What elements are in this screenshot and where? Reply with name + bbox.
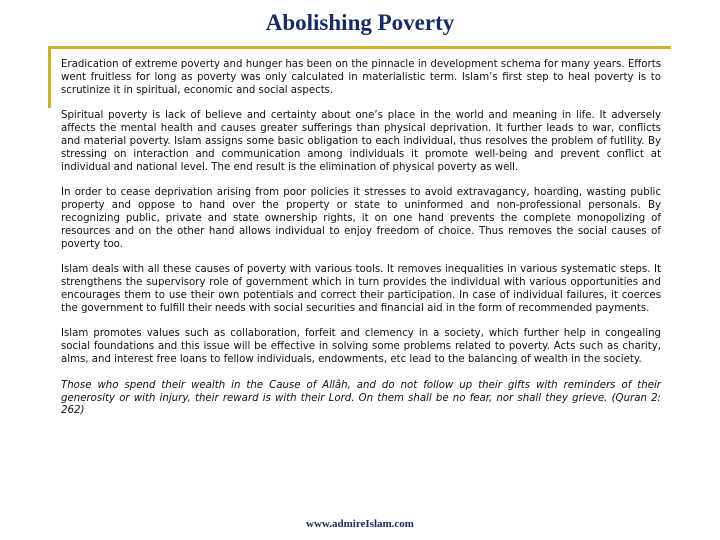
slide-title: Abolishing Poverty <box>265 10 455 35</box>
paragraph-tools: Islam deals with all these causes of poverty with various tools. It removes inequalities in various systematic steps. It strengthens the supervisory role of government which in turn provides the individual with various opportunities and encourages them to use their own potentials and correct their participation. In case of individual failures, it coerces the government to fulfill their needs with social securities and financial aid in the form of recommended payments. <box>61 264 661 314</box>
left-accent-rule <box>48 46 51 108</box>
title-underline-rule <box>48 46 671 49</box>
footer-website: www.admireIslam.com <box>306 518 414 530</box>
quran-quote: Those who spend their wealth in the Cause of Allâh, and do not follow up their gifts with reminders of their generosity or with injury, their reward is with their Lord. On them shall be no fear, nor shall they grieve. (Quran 2: 262) <box>61 379 661 417</box>
paragraph-policy: In order to cease deprivation arising from poor policies it stresses to avoid extravagancy, hoarding, wasting public property and oppose to hand over the property or state to uninformed and non-professional personals. By recognizing public, private and state ownership rights, it on one hand prevents the complete monopolizing of resources and on the other hand allows individual to enjoy freedom of choice. Thus removes the social causes of poverty too. <box>61 187 661 250</box>
paragraph-intro: Eradication of extreme poverty and hunger has been on the pinnacle in development schema for many years. Efforts went fruitless for long as poverty was only calculated in materialistic term. Islam’s first step to heal poverty is to scrutinize it in spiritual, economic and social aspects. <box>61 59 661 96</box>
paragraph-spiritual-poverty: Spiritual poverty is lack of believe and certainty about one’s place in the world and meaning in life. It adversely affects the mental health and causes greater sufferings than physical deprivation. It further leads to war, conflicts and material poverty. Islam assigns some basic obligation to each individual, thus resolves the problem of futility. By stressing on interaction and communication among individuals it promote well-being and prevent conflict at individual and national level. The end result is the elimination of physical poverty as well. <box>61 110 661 173</box>
slide-body <box>61 59 661 431</box>
paragraph-values: Islam promotes values such as collaboration, forfeit and clemency in a society, which further help in congealing social foundations and this issue will be effective in solving some problems related to poverty. Acts such as charity, alms, and interest free loans to fellow individuals, endowments, etc lead to the balancing of wealth in the society. <box>61 328 661 366</box>
